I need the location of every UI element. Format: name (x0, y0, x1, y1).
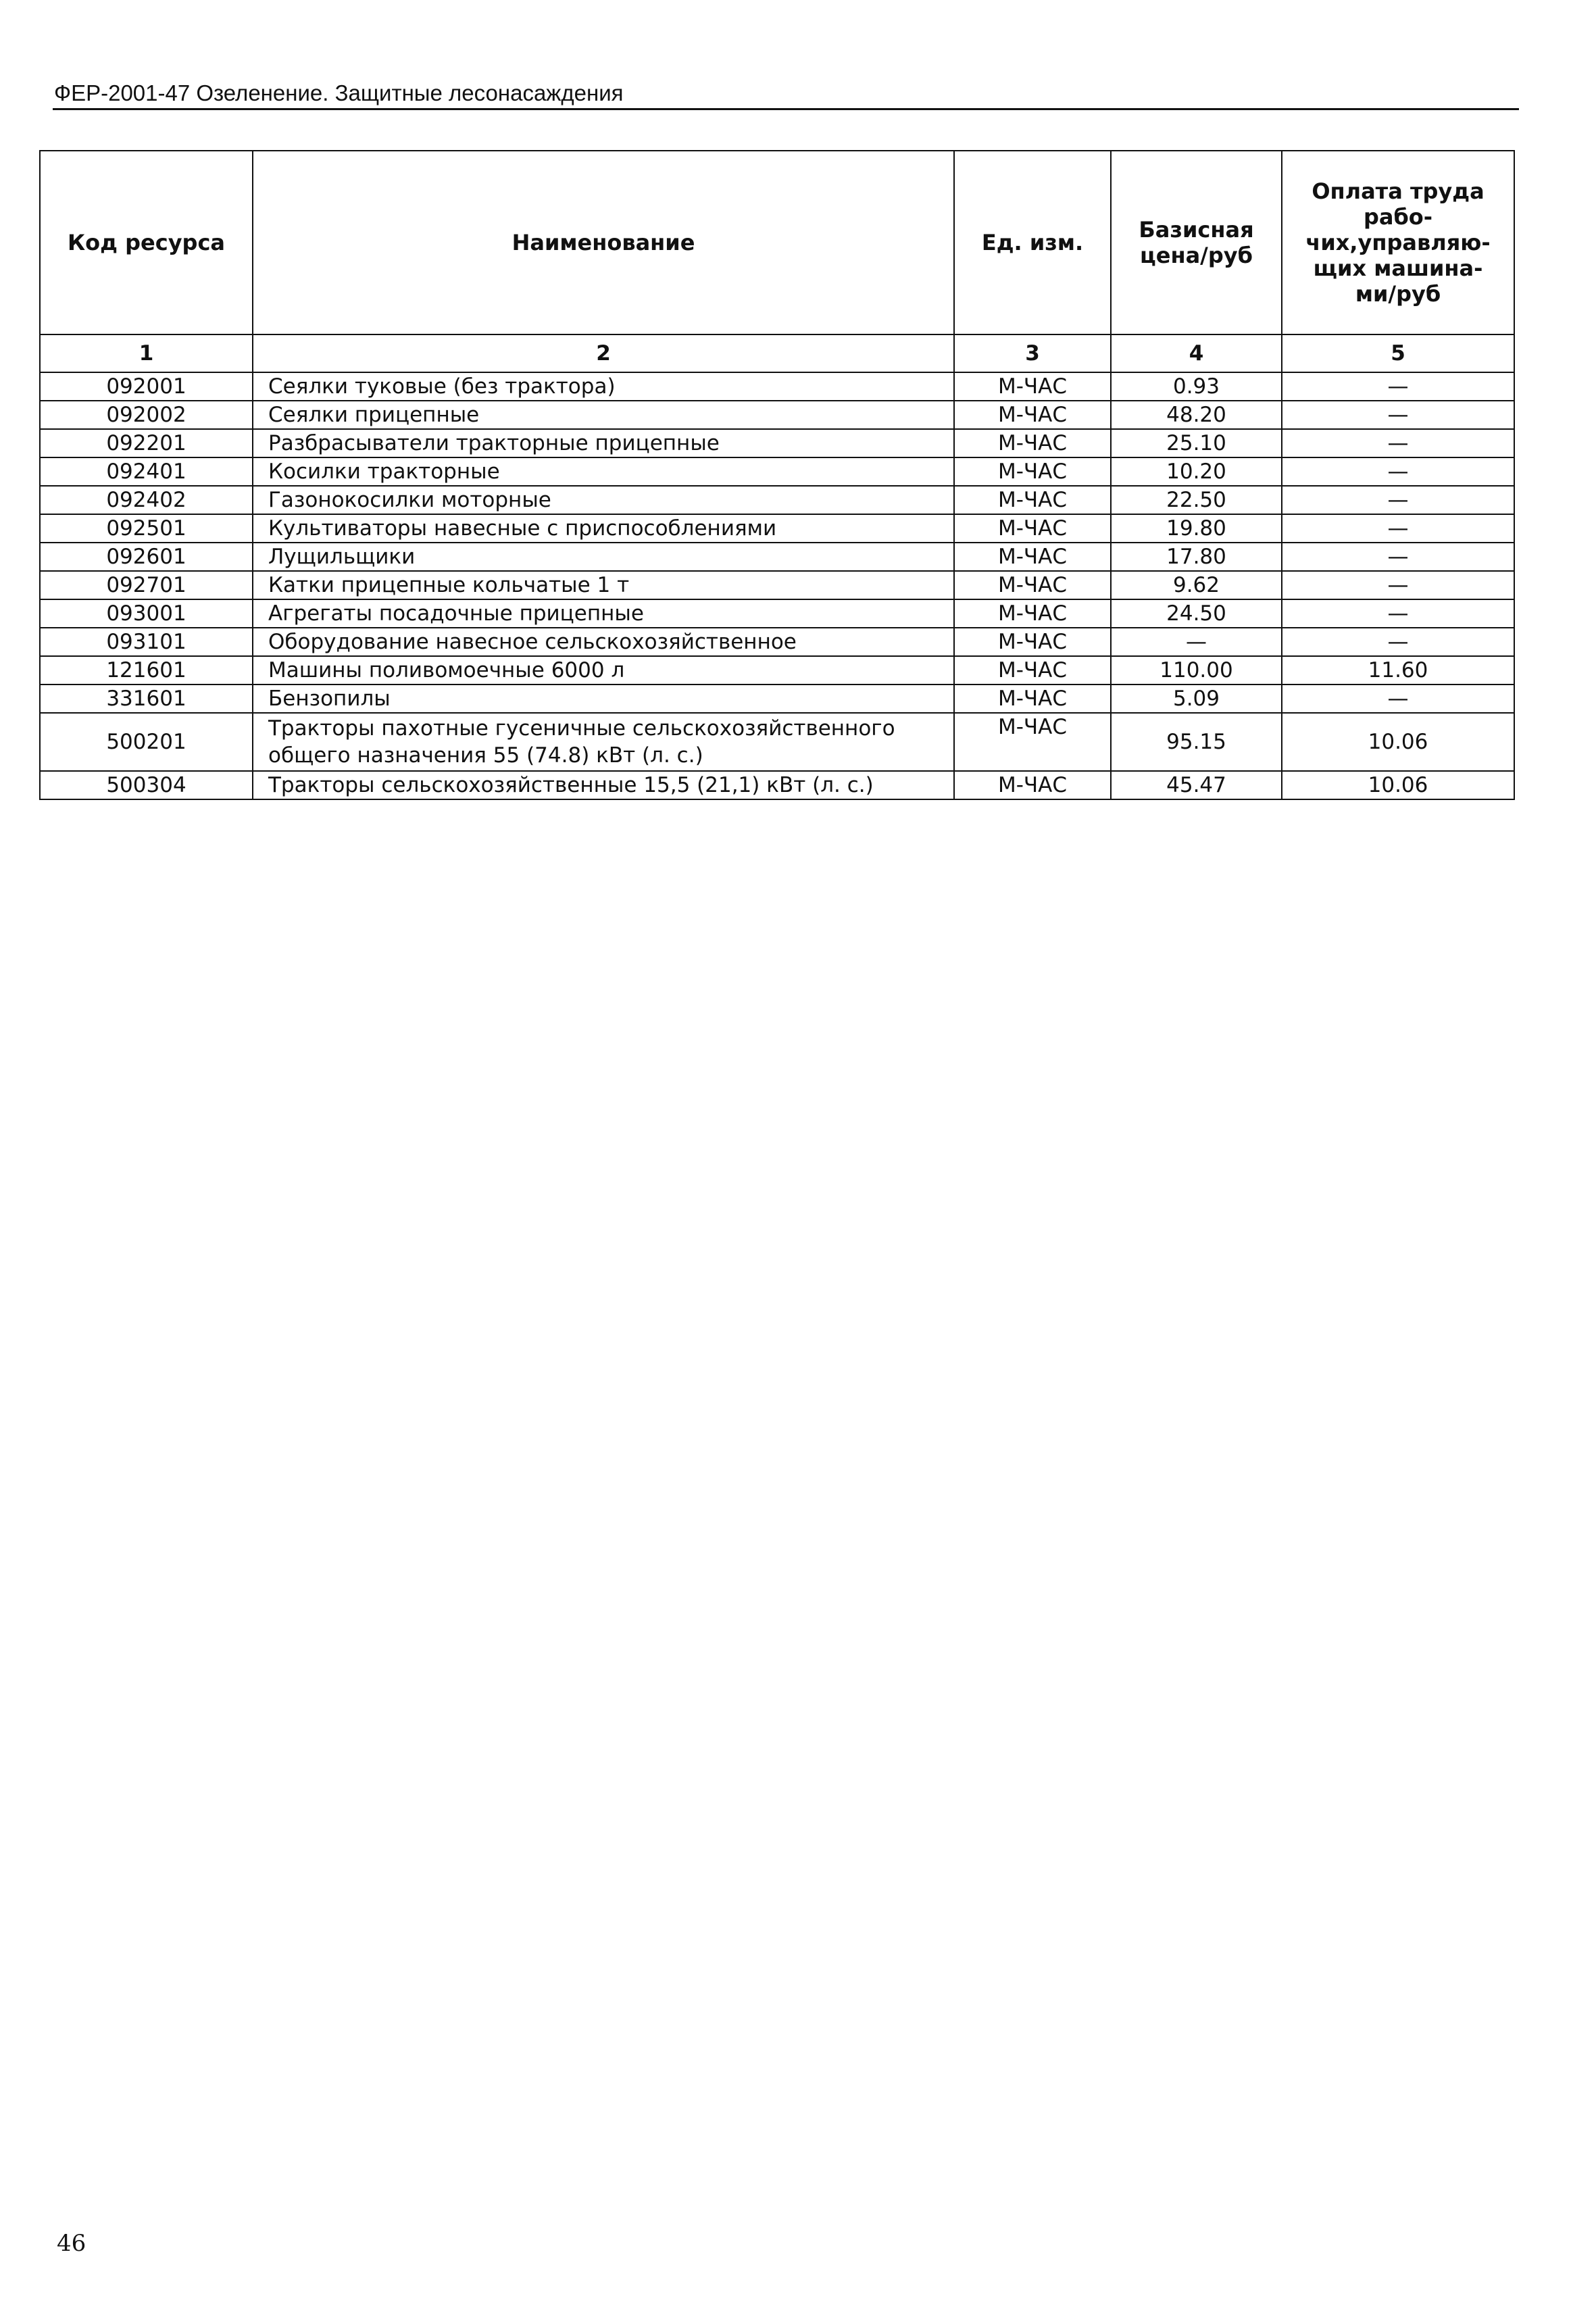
cell-unit: М-ЧАС (954, 684, 1111, 713)
header-labor-line: Оплата труда (1312, 178, 1485, 204)
cell-code: 092001 (40, 372, 253, 401)
cell-name: Катки прицепные кольчатые 1 т (253, 571, 954, 599)
table-header-row (40, 151, 1514, 334)
cell-labor: — (1282, 543, 1514, 571)
cell-labor: — (1282, 372, 1514, 401)
cell-name: Оборудование навесное сельскохозяйственное (253, 628, 954, 656)
header-labor-line: щих машина- (1313, 255, 1483, 281)
cell-labor: 10.06 (1282, 771, 1514, 799)
resource-table (39, 150, 1515, 800)
header-labor (1282, 151, 1514, 334)
header-labor-line: рабо- (1363, 204, 1433, 230)
cell-unit: М-ЧАС (954, 514, 1111, 543)
cell-price: 0.93 (1111, 372, 1282, 401)
cell-unit: М-ЧАС (954, 656, 1111, 684)
table-row (40, 771, 1514, 799)
header-price-line: Базисная (1139, 217, 1254, 243)
cell-unit: М-ЧАС (954, 571, 1111, 599)
column-number: 1 (40, 334, 253, 372)
cell-unit: М-ЧАС (954, 457, 1111, 486)
cell-name: Бензопилы (253, 684, 954, 713)
cell-unit: М-ЧАС (954, 486, 1111, 514)
cell-name: Разбрасыватели тракторные прицепные (253, 429, 954, 457)
column-number: 4 (1111, 334, 1282, 372)
cell-labor: — (1282, 401, 1514, 429)
header-unit: Ед. изм. (954, 151, 1111, 334)
table-row (40, 514, 1514, 543)
header-code: Код ресурса (40, 151, 253, 334)
cell-code: 093101 (40, 628, 253, 656)
table-row (40, 401, 1514, 429)
table-row (40, 713, 1514, 771)
cell-price: 25.10 (1111, 429, 1282, 457)
cell-code: 092002 (40, 401, 253, 429)
cell-unit: М-ЧАС (954, 771, 1111, 799)
cell-labor: 11.60 (1282, 656, 1514, 684)
cell-unit: М-ЧАС (954, 372, 1111, 401)
cell-name: Сеялки туковые (без трактора) (253, 372, 954, 401)
header-labor-line: ми/руб (1355, 281, 1441, 307)
cell-price: 45.47 (1111, 771, 1282, 799)
cell-code: 092401 (40, 457, 253, 486)
cell-labor: — (1282, 457, 1514, 486)
cell-labor: 10.06 (1282, 713, 1514, 771)
table-row (40, 486, 1514, 514)
table-row (40, 372, 1514, 401)
column-number: 2 (253, 334, 954, 372)
table-row (40, 457, 1514, 486)
table-row (40, 628, 1514, 656)
cell-price: 9.62 (1111, 571, 1282, 599)
cell-price: 22.50 (1111, 486, 1282, 514)
cell-name: Лущильщики (253, 543, 954, 571)
header-price (1111, 151, 1282, 334)
cell-labor: — (1282, 599, 1514, 628)
cell-name: Газонокосилки моторные (253, 486, 954, 514)
cell-price: 95.15 (1111, 713, 1282, 771)
cell-unit: М-ЧАС (954, 543, 1111, 571)
cell-price: 10.20 (1111, 457, 1282, 486)
table-row (40, 656, 1514, 684)
cell-labor: — (1282, 684, 1514, 713)
cell-price: 48.20 (1111, 401, 1282, 429)
cell-name: Сеялки прицепные (253, 401, 954, 429)
table-row (40, 543, 1514, 571)
cell-labor: — (1282, 628, 1514, 656)
resource-table-wrap (39, 150, 1515, 800)
column-number: 5 (1282, 334, 1514, 372)
cell-name: Машины поливомоечные 6000 л (253, 656, 954, 684)
cell-price: — (1111, 628, 1282, 656)
cell-code: 121601 (40, 656, 253, 684)
header-rule (53, 108, 1519, 110)
table-row (40, 571, 1514, 599)
cell-unit: М-ЧАС (954, 599, 1111, 628)
header-labor-line: чих,управляю- (1305, 230, 1491, 255)
cell-code: 331601 (40, 684, 253, 713)
cell-labor: — (1282, 429, 1514, 457)
cell-code: 093001 (40, 599, 253, 628)
column-number-row (40, 334, 1514, 372)
cell-name: Агрегаты посадочные прицепные (253, 599, 954, 628)
page-number: 46 (57, 2230, 86, 2257)
cell-price: 24.50 (1111, 599, 1282, 628)
cell-code: 092402 (40, 486, 253, 514)
header-price-line: цена/руб (1140, 243, 1253, 268)
column-number: 3 (954, 334, 1111, 372)
cell-price: 17.80 (1111, 543, 1282, 571)
cell-name: Культиваторы навесные с приспособлениями (253, 514, 954, 543)
cell-unit: М-ЧАС (954, 429, 1111, 457)
cell-name: Тракторы пахотные гусеничные сельскохозяйственного общего назначения 55 (74.8) кВт (л. с.) (253, 713, 954, 771)
table-row (40, 684, 1514, 713)
running-head: ФЕР-2001-47 Озеленение. Защитные лесонасаждения (54, 80, 624, 105)
cell-labor: — (1282, 571, 1514, 599)
cell-name: Косилки тракторные (253, 457, 954, 486)
cell-price: 5.09 (1111, 684, 1282, 713)
cell-code: 500201 (40, 713, 253, 771)
cell-labor: — (1282, 514, 1514, 543)
cell-unit: М-ЧАС (954, 713, 1111, 771)
cell-price: 19.80 (1111, 514, 1282, 543)
cell-unit: М-ЧАС (954, 401, 1111, 429)
cell-name: Тракторы сельскохозяйственные 15,5 (21,1) кВт (л. с.) (253, 771, 954, 799)
table-row (40, 599, 1514, 628)
header-name: Наименование (253, 151, 954, 334)
cell-code: 092201 (40, 429, 253, 457)
cell-unit: М-ЧАС (954, 628, 1111, 656)
cell-code: 092601 (40, 543, 253, 571)
table-row (40, 429, 1514, 457)
cell-labor: — (1282, 486, 1514, 514)
cell-price: 110.00 (1111, 656, 1282, 684)
cell-code: 092701 (40, 571, 253, 599)
cell-code: 500304 (40, 771, 253, 799)
cell-code: 092501 (40, 514, 253, 543)
